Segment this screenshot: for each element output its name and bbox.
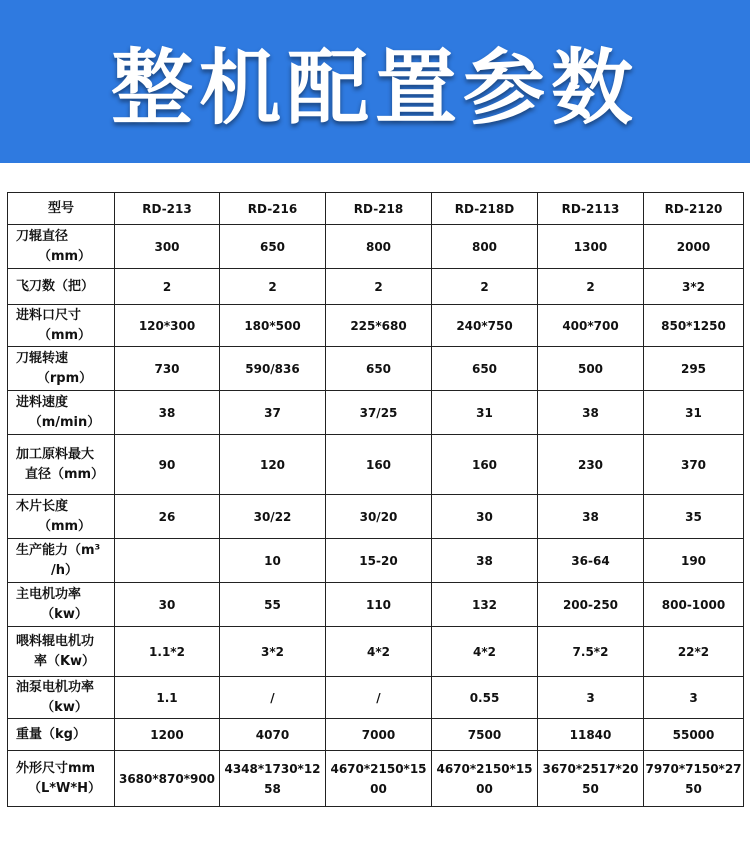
header-row	[8, 193, 744, 225]
value-cell: 200-250	[538, 583, 644, 627]
value-cell: 7970*7150*2750	[644, 751, 744, 807]
value-cell: 4070	[220, 719, 326, 751]
value-cell: 120	[220, 435, 326, 495]
value-cell: 7.5*2	[538, 627, 644, 677]
value-cell: 38	[538, 391, 644, 435]
value-cell: 1.1*2	[115, 627, 220, 677]
value-cell: 4*2	[326, 627, 432, 677]
value-cell: 300	[115, 225, 220, 269]
row-label-line2: 率（Kw）	[33, 653, 96, 669]
row-label-line1: 喂料辊电机功	[16, 633, 95, 649]
row-label	[8, 347, 115, 391]
value-cell: 110	[326, 583, 432, 627]
value-cell: 37	[220, 391, 326, 435]
spec-table-container	[7, 192, 743, 807]
value-cell: 30	[115, 583, 220, 627]
value-cell: 850*1250	[644, 305, 744, 347]
title-banner	[0, 0, 750, 163]
value-cell: 55	[220, 583, 326, 627]
value-cell: 3	[538, 677, 644, 719]
row-label	[8, 627, 115, 677]
model-header: RD-2113	[538, 193, 644, 225]
table-row	[8, 495, 744, 539]
row-label-line1: 油泵电机功率	[16, 679, 95, 695]
value-cell: 650	[220, 225, 326, 269]
row-label-line1: 外形尺寸mm	[16, 760, 96, 776]
value-cell: 3*2	[644, 269, 744, 305]
value-cell: 38	[432, 539, 538, 583]
value-cell: 35	[644, 495, 744, 539]
value-cell: 180*500	[220, 305, 326, 347]
value-cell: 30/20	[326, 495, 432, 539]
value-cell: 225*680	[326, 305, 432, 347]
value-cell: 4670*2150*1500	[432, 751, 538, 807]
value-cell: 160	[432, 435, 538, 495]
row-label-line2: （mm）	[37, 248, 92, 264]
table-row	[8, 751, 744, 807]
row-label-line2: （mm）	[37, 518, 92, 534]
table-row	[8, 305, 744, 347]
model-header: RD-2120	[644, 193, 744, 225]
value-cell: 90	[115, 435, 220, 495]
value-cell: 37/25	[326, 391, 432, 435]
value-cell	[115, 539, 220, 583]
model-header: RD-218D	[432, 193, 538, 225]
value-cell: /	[326, 677, 432, 719]
row-label-line2: 直径（mm）	[24, 466, 105, 482]
value-cell: 1200	[115, 719, 220, 751]
row-label-line1: 加工原料最大	[16, 446, 95, 462]
row-label	[8, 435, 115, 495]
value-cell: 132	[432, 583, 538, 627]
value-cell: 10	[220, 539, 326, 583]
row-label	[8, 305, 115, 347]
row-label-line1: 刀辊转速	[16, 350, 69, 366]
value-cell: 650	[326, 347, 432, 391]
row-label-line2: /h）	[50, 562, 78, 578]
value-cell: /	[220, 677, 326, 719]
value-cell: 650	[432, 347, 538, 391]
row-label-line2: （L*W*H）	[27, 780, 102, 796]
value-cell: 31	[432, 391, 538, 435]
header-label: 型号	[8, 193, 115, 225]
page-title: 整机配置参数	[110, 41, 639, 136]
row-label-line1: 生产能力（m³	[16, 542, 101, 558]
row-label	[8, 583, 115, 627]
row-label-line2: （kw）	[41, 699, 88, 715]
value-cell: 0.55	[432, 677, 538, 719]
row-label-line1: 进料口尺寸	[16, 307, 82, 323]
value-cell: 2	[432, 269, 538, 305]
table-row	[8, 391, 744, 435]
row-label	[8, 391, 115, 435]
value-cell: 2	[115, 269, 220, 305]
value-cell: 36-64	[538, 539, 644, 583]
value-cell: 295	[644, 347, 744, 391]
value-cell: 800	[326, 225, 432, 269]
row-label-line2: （m/min）	[28, 414, 101, 430]
value-cell: 2000	[644, 225, 744, 269]
value-cell: 370	[644, 435, 744, 495]
value-cell: 26	[115, 495, 220, 539]
row-label	[8, 751, 115, 807]
row-label	[8, 225, 115, 269]
value-cell: 590/836	[220, 347, 326, 391]
spec-table-body	[8, 193, 744, 807]
row-label-line1: 主电机功率	[16, 586, 82, 602]
table-row	[8, 225, 744, 269]
spec-table	[7, 192, 744, 807]
value-cell: 3	[644, 677, 744, 719]
model-header: RD-218	[326, 193, 432, 225]
value-cell: 3680*870*900	[115, 751, 220, 807]
row-label	[8, 719, 115, 751]
value-cell: 7500	[432, 719, 538, 751]
value-cell: 22*2	[644, 627, 744, 677]
value-cell: 160	[326, 435, 432, 495]
value-cell: 4348*1730*1258	[220, 751, 326, 807]
value-cell: 400*700	[538, 305, 644, 347]
value-cell: 800	[432, 225, 538, 269]
value-cell: 1.1	[115, 677, 220, 719]
table-row	[8, 719, 744, 751]
value-cell: 4670*2150*1500	[326, 751, 432, 807]
value-cell: 800-1000	[644, 583, 744, 627]
value-cell: 30	[432, 495, 538, 539]
value-cell: 30/22	[220, 495, 326, 539]
row-label	[8, 495, 115, 539]
table-row	[8, 677, 744, 719]
row-label	[8, 269, 115, 305]
value-cell: 1300	[538, 225, 644, 269]
row-label	[8, 677, 115, 719]
table-row	[8, 539, 744, 583]
row-label-line2: （mm）	[37, 327, 92, 343]
value-cell: 4*2	[432, 627, 538, 677]
table-row	[8, 435, 744, 495]
table-row	[8, 269, 744, 305]
value-cell: 230	[538, 435, 644, 495]
table-row	[8, 627, 744, 677]
value-cell: 2	[220, 269, 326, 305]
value-cell: 190	[644, 539, 744, 583]
value-cell: 2	[326, 269, 432, 305]
row-label-line1: 木片长度	[16, 498, 69, 514]
value-cell: 55000	[644, 719, 744, 751]
table-row	[8, 583, 744, 627]
value-cell: 38	[115, 391, 220, 435]
row-label-line1: 飞刀数（把）	[16, 278, 95, 294]
value-cell: 3*2	[220, 627, 326, 677]
model-header: RD-213	[115, 193, 220, 225]
row-label	[8, 539, 115, 583]
value-cell: 38	[538, 495, 644, 539]
value-cell: 31	[644, 391, 744, 435]
row-label-line2: （rpm）	[36, 370, 93, 386]
value-cell: 2	[538, 269, 644, 305]
row-label-line1: 进料速度	[16, 394, 69, 410]
table-row	[8, 347, 744, 391]
row-label-line1: 重量（kg）	[16, 726, 86, 742]
value-cell: 11840	[538, 719, 644, 751]
row-label-line2: （kw）	[41, 606, 88, 622]
model-header: RD-216	[220, 193, 326, 225]
value-cell: 730	[115, 347, 220, 391]
row-label-line1: 刀辊直径	[16, 228, 69, 244]
value-cell: 120*300	[115, 305, 220, 347]
value-cell: 240*750	[432, 305, 538, 347]
value-cell: 3670*2517*2050	[538, 751, 644, 807]
value-cell: 500	[538, 347, 644, 391]
value-cell: 15-20	[326, 539, 432, 583]
value-cell: 7000	[326, 719, 432, 751]
